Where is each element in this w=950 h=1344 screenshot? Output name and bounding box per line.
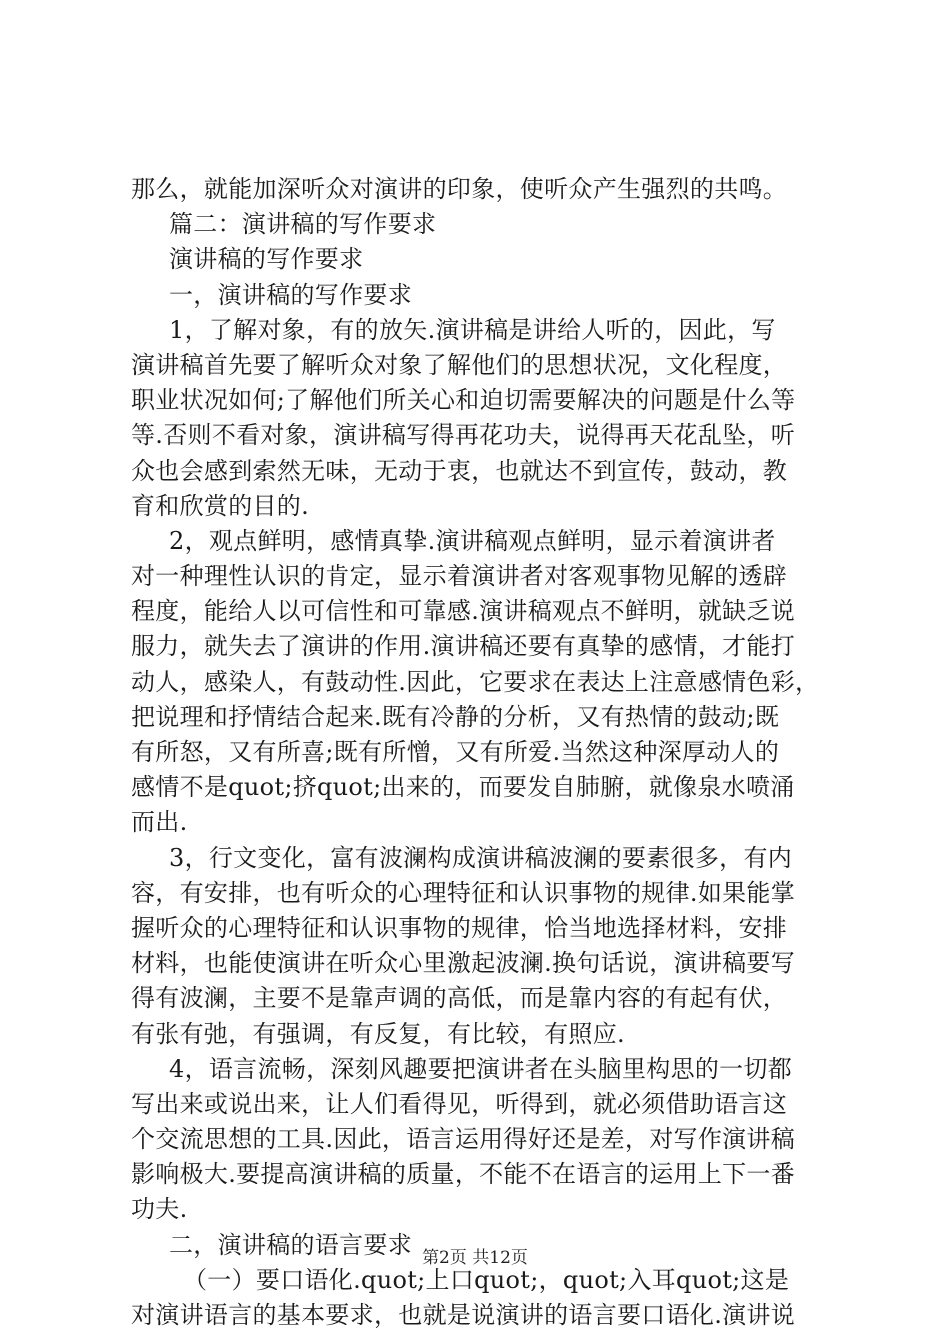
article-title: 演讲稿的写作要求 <box>169 245 364 274</box>
text-line: 得有波澜，主要不是靠声调的高低，而是靠内容的有起有伏， <box>131 984 788 1013</box>
subheading: 一，演讲稿的写作要求 <box>169 280 412 309</box>
text-line: 把说理和抒情结合起来.既有冷静的分析，又有热情的鼓动;既 <box>131 702 780 731</box>
text-line: 服力，就失去了演讲的作用.演讲稿还要有真挚的感情，才能打 <box>131 632 796 661</box>
text-line: 职业状况如何;了解他们所关心和迫切需要解决的问题是什么等 <box>131 386 796 415</box>
text-line: 感情不是quot;挤quot;出来的，而要发自肺腑，就像泉水喷涌 <box>131 773 795 802</box>
text-line: 对一种理性认识的肯定，显示着演讲者对客观事物见解的透辟 <box>131 562 788 591</box>
text-line: 育和欣赏的目的. <box>131 491 310 520</box>
text-line: 那么，就能加深听众对演讲的印象，使听众产生强烈的共鸣。 <box>131 175 788 203</box>
text-line: 程度，能给人以可信性和可靠感.演讲稿观点不鲜明，就缺乏说 <box>131 597 796 626</box>
text-line: 容，有安排，也有听众的心理特征和认识事物的规律.如果能掌 <box>131 878 796 907</box>
text-line: 有所怒，又有所喜;既有所憎，又有所爱.当然这种深厚动人的 <box>131 738 780 766</box>
text-line: 等.否则不看对象，演讲稿写得再花功夫，说得再天花乱坠，听 <box>131 421 796 450</box>
page-number-footer: 第2页 共12页 <box>422 1248 528 1268</box>
text-line: 功夫. <box>131 1195 188 1224</box>
document-body <box>131 172 831 1333</box>
text-line: 众也会感到索然无味，无动于衷，也就达不到宣传，鼓动，教 <box>131 456 788 485</box>
paragraph-start: 3，行文变化，富有波澜构成演讲稿波澜的要素很多，有内 <box>169 843 793 872</box>
section-heading: 篇二：演讲稿的写作要求 <box>169 210 437 239</box>
text-line: 个交流思想的工具.因此，语言运用得好还是差，对写作演讲稿 <box>131 1125 796 1154</box>
text-line: 握听众的心理特征和认识事物的规律，恰当地选择材料，安排 <box>131 913 788 942</box>
subheading: 二，演讲稿的语言要求 <box>169 1230 412 1259</box>
paragraph-start: 4，语言流畅，深刻风趣要把演讲者在头脑里构思的一切都 <box>169 1054 793 1083</box>
text-line: 动人，感染人，有鼓动性.因此，它要求在表达上注意感情色彩， <box>131 667 820 696</box>
text-line: 而出. <box>131 808 188 837</box>
text-line: 材料，也能使演讲在听众心里激起波澜.换句话说，演讲稿要写 <box>131 949 796 978</box>
text-line: 影响极大.要提高演讲稿的质量，不能不在语言的运用上下一番 <box>131 1160 796 1189</box>
text-line: 对演讲语言的基本要求，也就是说演讲的语言要口语化.演讲说 <box>131 1301 796 1329</box>
text-line: 写出来或说出来，让人们看得见，听得到，就必须借助语言这 <box>131 1089 788 1118</box>
text-line: 演讲稿首先要了解听众对象了解他们的思想状况，文化程度， <box>131 350 788 379</box>
paragraph-start: 1，了解对象，有的放矢.演讲稿是讲给人听的，因此，写 <box>169 315 776 344</box>
paragraph-start: 2，观点鲜明，感情真挚.演讲稿观点鲜明，显示着演讲者 <box>169 526 776 555</box>
text-line: 有张有弛，有强调，有反复，有比较，有照应. <box>131 1019 625 1048</box>
paragraph-start: （一）要口语化.quot;上口quot;，quot;入耳quot;这是 <box>183 1265 790 1294</box>
